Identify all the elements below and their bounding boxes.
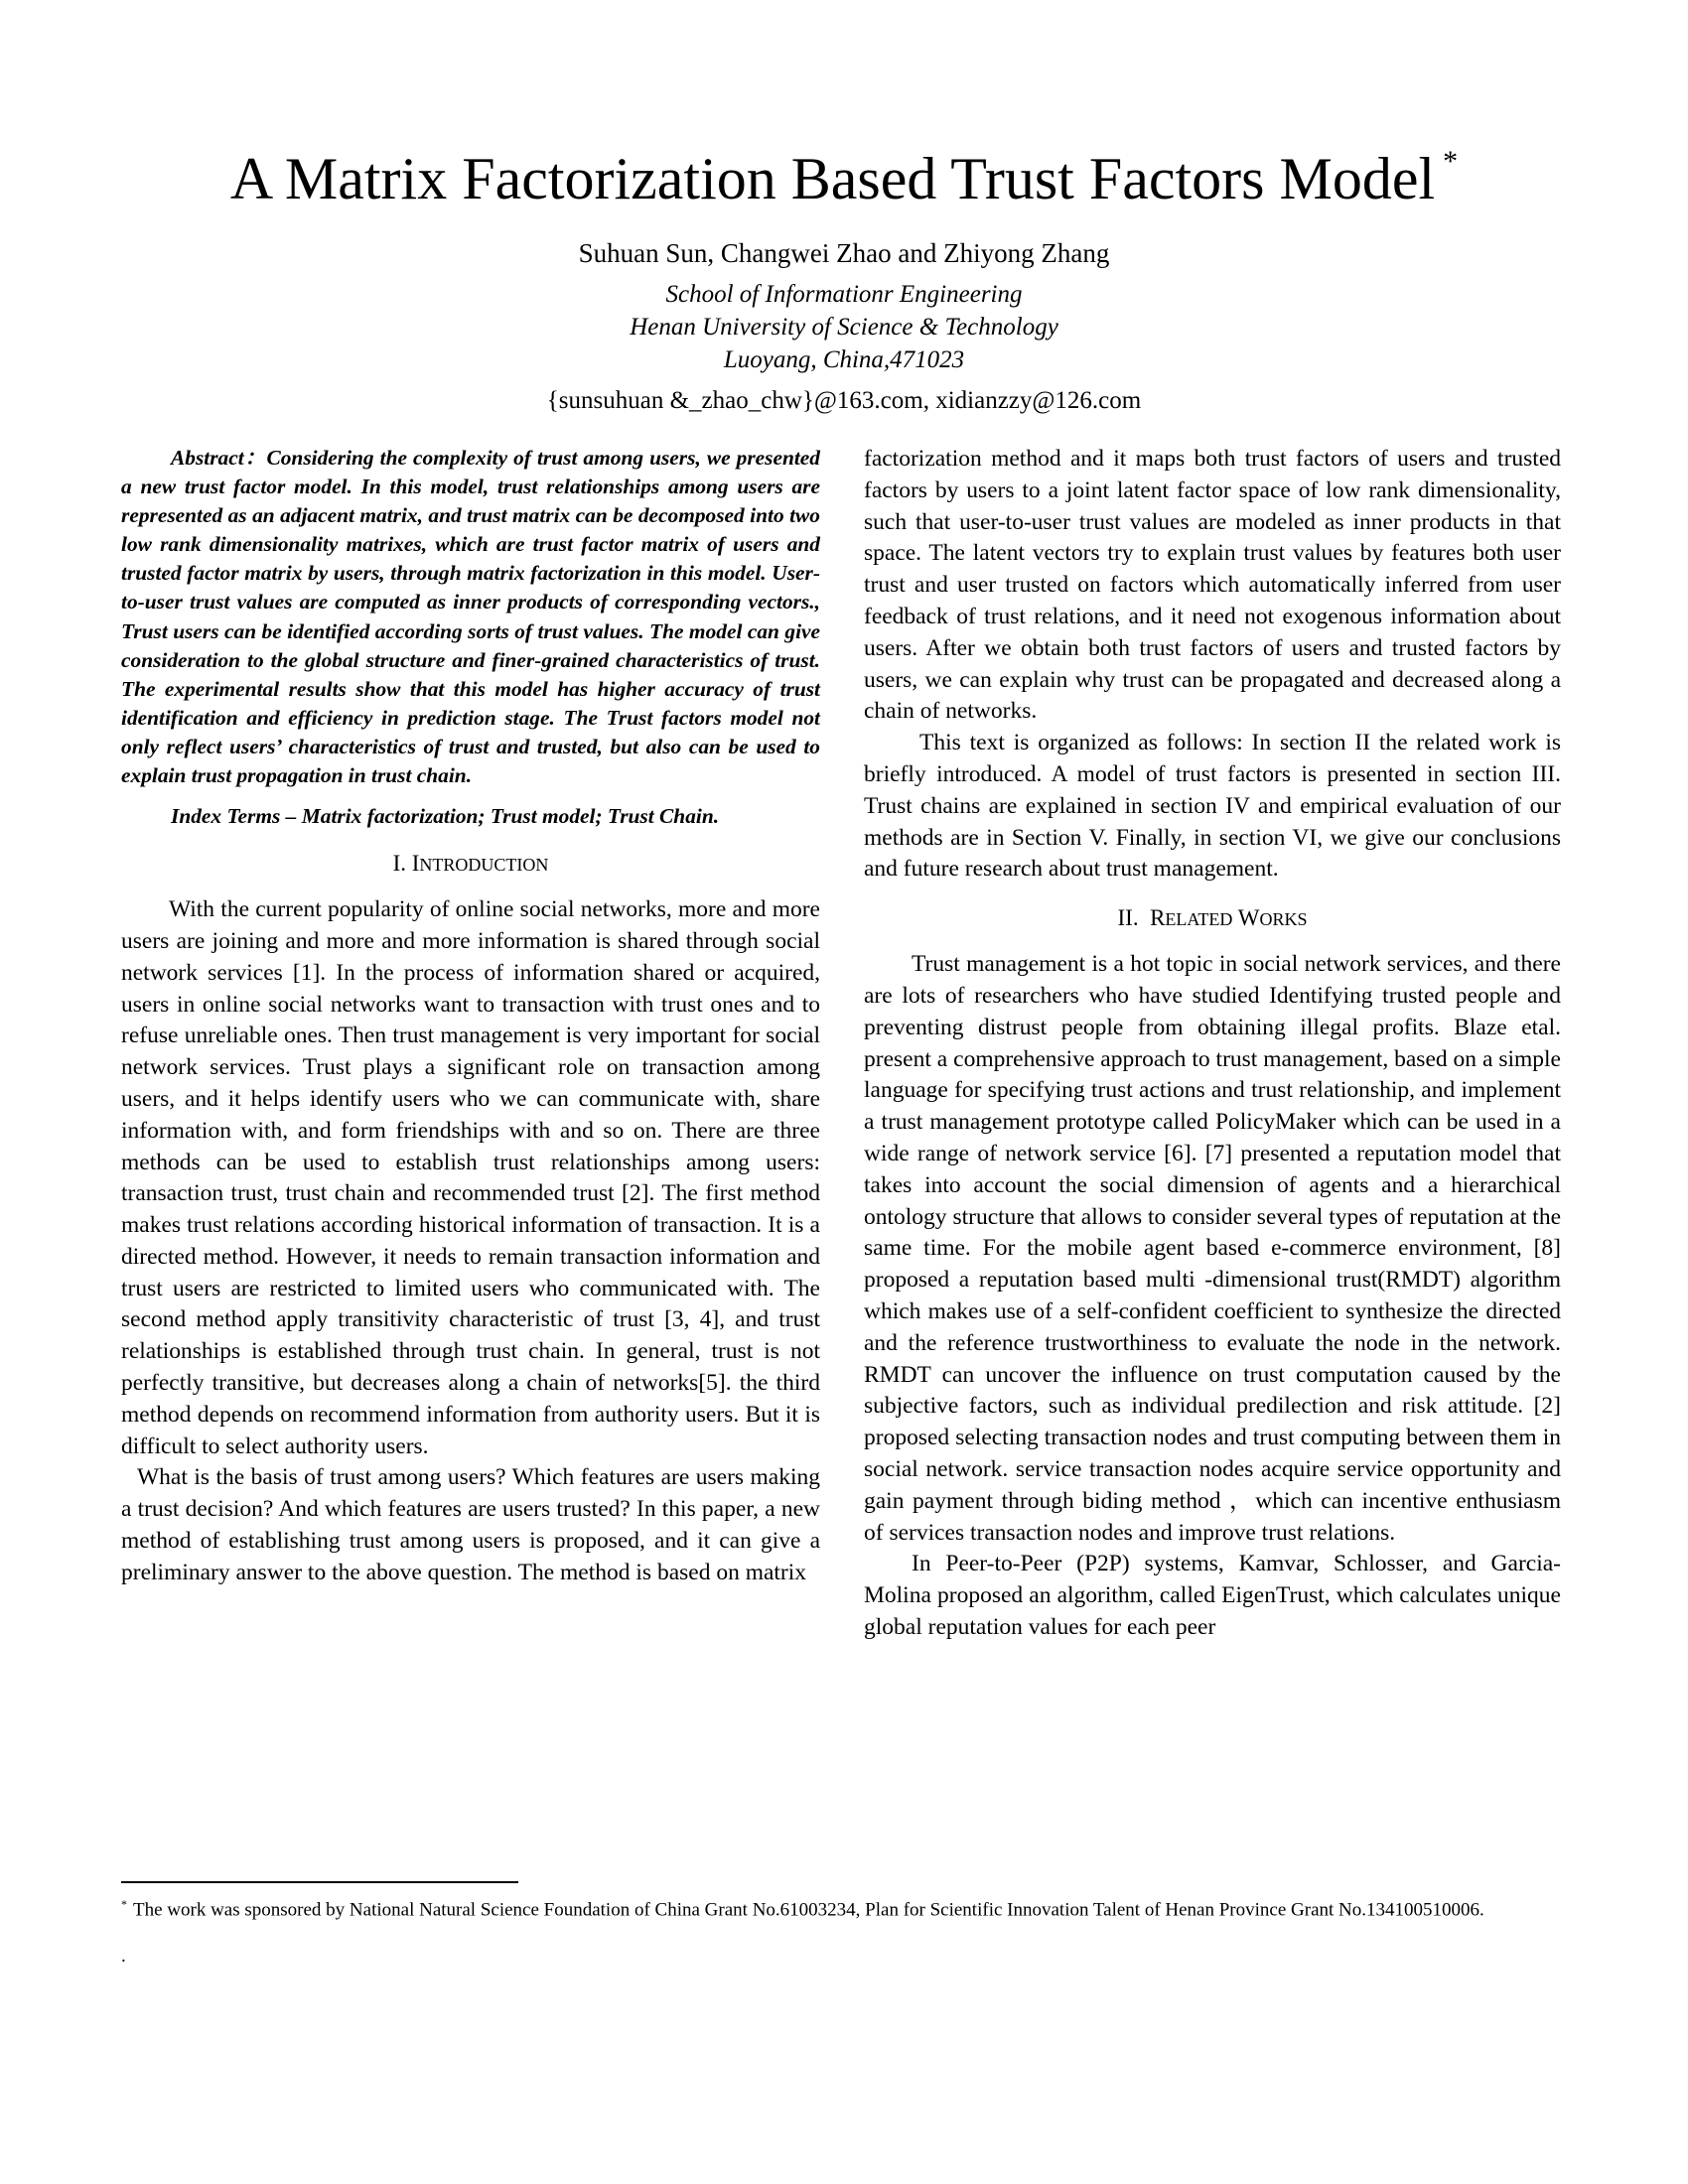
left-column [121,444,820,1589]
footnote [121,1891,1561,1923]
title-text: A Matrix Factorization Based Trust Factors Model [229,146,1436,211]
section-heading-related-works: II. RELATED WORKS [1117,905,1308,931]
affiliation-line-2: Henan University of Science & Technology [630,314,1058,341]
footnote-divider [121,1881,518,1883]
author-list: Suhuan Sun, Changwei Zhao and Zhiyong Zhang [578,238,1110,268]
footnote-text: The work was sponsored by National Natural Science Foundation of China Grant No.61003234, Plan for Scientific Innovation Talent of Henan Province Grant No.134100510006. [133,1899,1484,1921]
related-works-paragraph-1: Trust management is a hot topic in social network services, and there are lots of researchers who have studied Identifying trusted people and preventing distrust people from obtaining illegal profits. Blaze etal. present a comprehensive approach to trust management, based on a simple language for specifying trust actions and trust relationship, and implement a trust management prototype called PolicyMaker which can be used in a wide range of network service [6]. [7] presented a reputation model that takes into account the social dimension of agents and a hierarchical ontology structure that allows to consider several types of reputation at the same time. For the mobile agent based e-commerce environment, [8] proposed a reputation based multi -dimensional trust(RMDT) algorithm which makes use of a self-confident coefficient to synthesize the directed and the reference trustworthiness to evaluate the node in the network. RMDT can uncover the influence on trust computation caused by the subjective factors, such as individual predilection and risk attitude. [2] proposed selecting transaction nodes and trust computing between them in social network. service transaction nodes acquire service opportunity and gain payment through biding method ，which can incentive enthusiasm of services transaction nodes and improve trust relations. [864,951,1561,1546]
introduction-continued: factorization method and it maps both trust factors of users and trusted factors by users to a joint latent factor space of low rank dimensionality, such that user-to-user trust values are modeled as inner products in that space. The latent vectors try to explain trust values by features both user trust and user trusted on factors which automatically inferred from user feedback of trust relations, and it need not exogenous information about users. After we obtain both trust factors of users and trusted factors by users, we can explain why trust can be propagated and decreased along a chain of networks. [864,446,1561,725]
section-heading-introduction: I. INTRODUCTION [392,851,549,877]
footnote-mark: * [121,1897,127,1911]
abstract: Abstract：Considering the complexity of trust among users, we presented a new trust factor model. In this model, trust relationships among users are represented as an adjacent matrix, and trust matrix can be decomposed into two low rank dimensionality matrixes, which are trust factor matrix of users and trusted factor matrix by users, through matrix factorization in this model. User-to-user trust values are computed as inner products of corresponding vectors., Trust users can be identified according sorts of trust values. The model can give consideration to the global structure and finer-grained characteristics of trust. The experimental results show that this model has higher accuracy of trust identification and efficiency in prediction stage. The Trust factors model not only reflect users’ characteristics of trust and trusted, but also can be used to explain trust propagation in trust chain. [121,446,820,788]
affiliation-line-3: Luoyang, China,471023 [723,346,965,373]
paper-title [0,139,1688,229]
author-emails: {sunsuhuan &_zhao_chw}@163.com, xidianzzy@126.com [546,387,1142,414]
introduction-paragraph-1: With the current popularity of online social networks, more and more users are joining and more and more information is shared through social network services [1]. In the process of information shared or acquired, users in online social networks want to transaction with trust ones and to refuse unreliable ones. Then trust management is very important for social network services. Trust plays a significant role on transaction among users, and it helps identify users who we can communicate with, share information with, and form friendships with and so on. There are three methods can be used to establish trust relationships among users: transaction trust, trust chain and recommended trust [2]. The first method makes trust relations according historical information of transaction. It is a directed method. However, it needs to remain transaction information and trust users are restricted to limited users who communicated with. The second method apply transitivity characteristic of trust [3, 4], and trust relationships is established through trust chain. In general, trust is not perfectly transitive, but decreases along a chain of networks[5]. the third method depends on recommend information from authority users. But it is difficult to select authority users. [121,896,820,1459]
organization-paragraph: This text is organized as follows: In section II the related work is briefly introduced. A model of trust factors is presented in section III. Trust chains are explained in section IV and empirical evaluation of our methods are in Section V. Finally, in section VI, we give our conclusions and future research about trust management. [864,730,1561,883]
related-works-paragraph-2: In Peer-to-Peer (P2P) systems, Kamvar, Schlosser, and Garcia-Molina proposed an algorithm, called EigenTrust, which calculates unique global reputation values for each peer [864,1551,1561,1640]
affiliation-line-1: School of Informationr Engineering [665,281,1023,308]
index-terms: Index Terms – Matrix factorization; Trust model; Trust Chain. [171,804,720,829]
footnote-trailing-dot: . [121,1946,126,1967]
right-column [864,444,1561,1644]
title-footnote-mark: * [1443,145,1459,178]
introduction-paragraph-2: What is the basis of trust among users? Which features are users making a trust decision? And which features are users trusted? In this paper, a new method of establishing trust among users is proposed, and it can give a preliminary answer to the above question. The method is based on matrix [121,1464,820,1585]
affiliation [0,278,1688,376]
